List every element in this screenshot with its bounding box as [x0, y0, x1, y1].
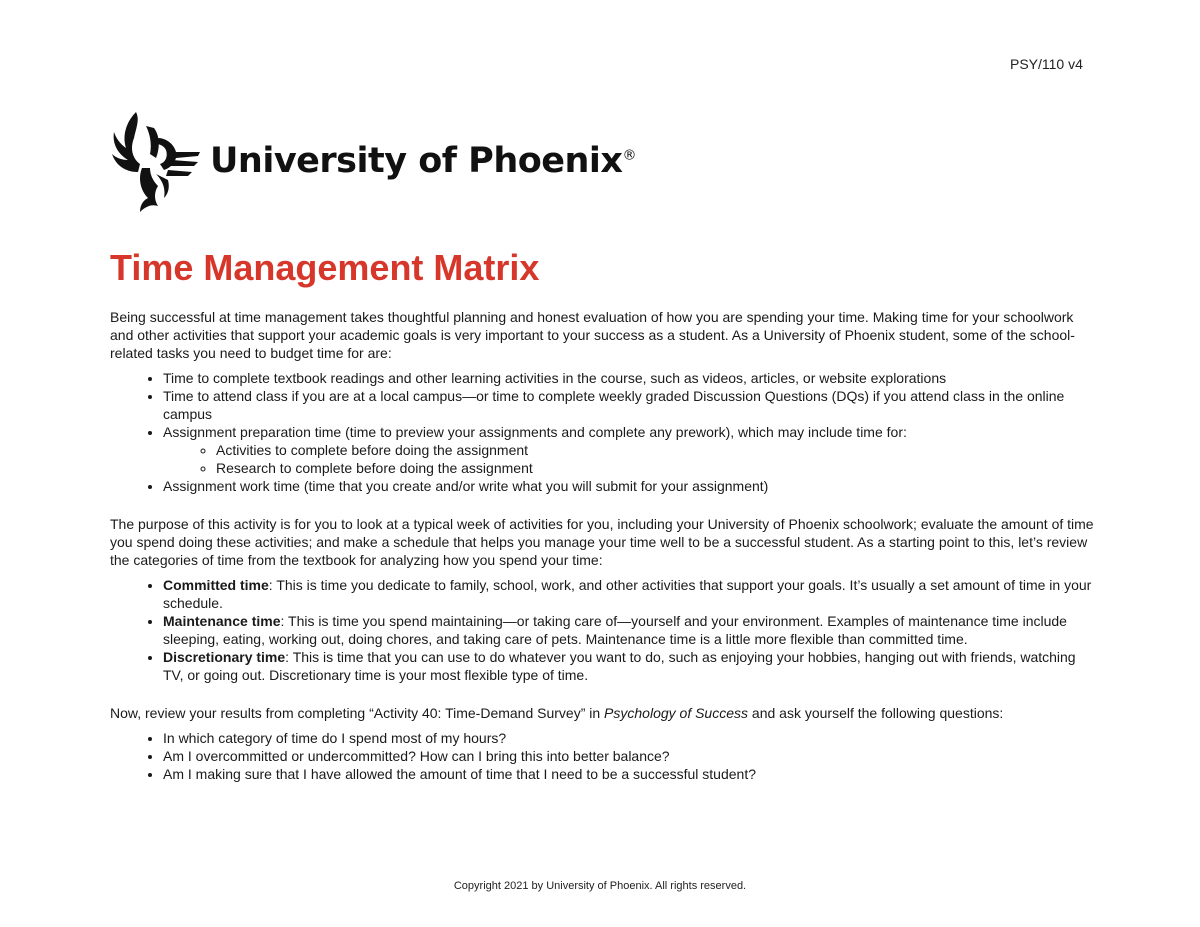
university-logo-wordmark: University of Phoenix® [210, 141, 637, 181]
university-logo [110, 108, 636, 214]
course-code: PSY/110 v4 [1010, 56, 1083, 72]
list-item: • In which category of time do I spend most of my hours? [163, 729, 1095, 747]
review-paragraph: Now, review your results from completing “Activity 40: Time-Demand Survey” in Psychology of Success and ask yourself the following questions: [110, 705, 1004, 721]
book-title: Psychology of Success [604, 705, 749, 721]
phoenix-bird-icon [110, 108, 202, 214]
sub-list-item: ◦ Research to complete before doing the assignment [216, 459, 1095, 477]
category-committed: • Committed time: This is time you dedicate to family, school, work, and other activities that support your goals. It’s usually a set amount of time in your schedule. [163, 576, 1095, 612]
category-maintenance: • Maintenance time: This is time you spend maintaining—or taking care of—yourself and your environment. Examples of maintenance time include sleeping, eating, working out, doing chores, and taking care of pets. Maintenance time is a little more flexible than committed time. [163, 612, 1095, 648]
intro-paragraph: Being successful at time management takes thoughtful planning and honest evaluation of how you are spending your time. Making time for your schoolwork and other activities that support your academic goals is very important to your success as a student. As a University of Phoenix student, some of the school-related tasks you need to budget time for are: [110, 309, 1075, 361]
task-list [110, 369, 1095, 495]
category-term: Maintenance time [163, 613, 281, 629]
category-term: Committed time [163, 577, 269, 593]
list-item: • Time to complete textbook readings and other learning activities in the course, such as videos, articles, or website explorations [163, 369, 1095, 387]
copyright-footer: Copyright 2021 by University of Phoenix. All rights reserved. [453, 880, 747, 892]
time-categories-list [110, 576, 1095, 684]
category-term: Discretionary time [163, 649, 286, 665]
purpose-paragraph: The purpose of this activity is for you to look at a typical week of activities for you, including your University of Phoenix schoolwork; evaluate the amount of time you spend doing these activities; and make a schedule that helps you manage your time well to be a successful student. As a starting point to this, let’s review the categories of time from the textbook for analyzing how you spend your time: [110, 516, 1094, 568]
list-item: • Assignment work time (time that you create and/or write what you will submit for your assignment) [163, 477, 1095, 495]
sub-list [163, 441, 1095, 477]
questions-list [110, 729, 1095, 783]
page-title: Time Management Matrix [110, 247, 540, 288]
document-body [110, 246, 1095, 783]
list-item: • Am I overcommitted or undercommitted? How can I bring this into better balance? [163, 747, 1095, 765]
sub-list-item: ◦ Activities to complete before doing the assignment [216, 441, 1095, 459]
list-item: • Time to attend class if you are at a local campus—or time to complete weekly graded Discussion Questions (DQs) if you attend class in the online campus [163, 387, 1095, 423]
category-discretionary: • Discretionary time: This is time that you can use to do whatever you want to do, such as enjoying your hobbies, hanging out with friends, watching TV, or going out. Discretionary time is your most flexible type of time. [163, 648, 1095, 684]
list-item: • Assignment preparation time (time to preview your assignments and complete any prework), which may include time for: ◦ Activities to complete before doing the assignment ◦ Research to complete before doing the assignment [163, 423, 1095, 477]
list-item: • Am I making sure that I have allowed the amount of time that I need to be a successful student? [163, 765, 1095, 783]
